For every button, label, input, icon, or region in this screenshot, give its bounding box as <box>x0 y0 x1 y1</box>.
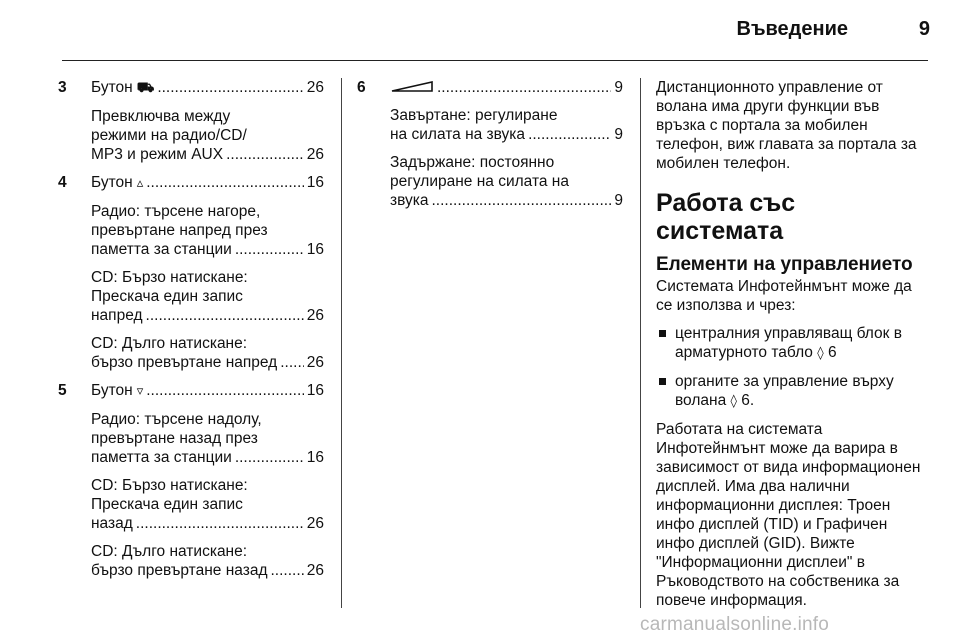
description-line: Радио: търсене надолу, <box>91 411 262 428</box>
description-text: напред <box>91 307 143 324</box>
leader-dots <box>146 306 304 325</box>
leader-dots <box>235 240 304 259</box>
leader-dots <box>146 381 304 400</box>
paragraph-title: Работата на системата <box>656 421 823 438</box>
description-text: звука <box>390 192 429 209</box>
description-last-line <box>91 145 324 164</box>
page-ref: 6 <box>827 344 837 361</box>
watermark[interactable]: carmanualsonline.info <box>640 614 830 635</box>
page-ref: 16 <box>306 174 324 191</box>
leader-dots <box>280 353 304 372</box>
seek-down-icon: ▿ <box>136 384 144 399</box>
entry-label <box>91 381 143 401</box>
entry-description <box>91 268 324 325</box>
entry-number: 6 <box>357 79 366 96</box>
leader-dots <box>136 514 304 533</box>
page-ref: 26 <box>306 307 324 324</box>
page-ref: 16 <box>306 449 324 466</box>
page-ref: 26 <box>306 79 324 96</box>
bullet-text: органите за управление върху волана <box>675 373 894 409</box>
column-divider-2 <box>640 78 641 608</box>
entry-heading <box>91 78 324 98</box>
paragraph-body: Инфотейнмънт може да варира в зависимост от вида информационен дисплей. Има два налични информационни дисплея: Троен инфо дисплей (TID) и Графичен инфо дисплей (GID). Вижте "Информационни дисплеи" в Ръководството на собственика за повече информация. <box>656 440 921 609</box>
description-text: паметта за станции <box>91 241 232 258</box>
description-last-line <box>91 353 324 372</box>
description-last-line <box>390 191 623 210</box>
description-last-line <box>91 561 324 580</box>
entry-label-text: Бутон <box>91 382 133 399</box>
entry-description <box>390 153 623 210</box>
description-line: Завъртане: регулиране <box>390 107 558 124</box>
entry-label <box>91 78 154 98</box>
description-line: регулиране на силата на <box>390 173 569 190</box>
description-text: паметта за станции <box>91 449 232 466</box>
entry-label-text: Бутон <box>91 79 133 96</box>
entry-heading <box>390 78 623 97</box>
intro-paragraph: Дистанционното управление от волана има други функции във връзка с портала за мобилен телефон, виж главата за портала за мобилен телефон. <box>656 79 917 172</box>
description-line: CD: Дълго натискане: <box>91 335 248 352</box>
description-line: режими на радио/CD/ <box>91 127 247 144</box>
page-ref: 6. <box>741 392 755 409</box>
seek-up-icon: ▵ <box>136 176 144 191</box>
bullet-item <box>656 324 922 363</box>
page-ref: 26 <box>306 562 324 579</box>
index-entry-4 <box>58 173 324 372</box>
description-last-line <box>91 306 324 325</box>
page-ref: 9 <box>614 79 623 96</box>
index-entry-5 <box>58 381 324 580</box>
page-ref: 16 <box>306 241 324 258</box>
bullet-text: централния управляващ блок в арматурното табло <box>675 325 902 361</box>
entry-description <box>91 410 324 467</box>
description-line: Радио: търсене нагоре, <box>91 203 261 220</box>
entry-heading <box>91 173 324 193</box>
description-text: назад <box>91 515 133 532</box>
page-ref: 26 <box>306 146 324 163</box>
entry-description <box>91 476 324 533</box>
description-line: Прескача един запис <box>91 288 243 305</box>
description-last-line <box>390 125 623 144</box>
page-ref: 26 <box>306 515 324 532</box>
body-paragraph <box>656 420 922 610</box>
entry-number: 3 <box>58 79 67 96</box>
entry-heading <box>91 381 324 401</box>
description-line: Прескача един запис <box>91 496 243 513</box>
entry-description <box>91 202 324 259</box>
section-title: Работа със системата <box>656 189 796 245</box>
subsection-intro: Системата Инфотейнмънт може да се използва и чрез: <box>656 278 912 314</box>
column-2 <box>357 78 623 210</box>
description-line: превъртане напред през <box>91 222 268 239</box>
leader-dots <box>432 191 612 210</box>
page-ref: 9 <box>614 192 623 209</box>
page-number: 9 <box>918 18 930 40</box>
description-last-line <box>91 514 324 533</box>
car-phone-icon: ⛟ <box>136 80 155 96</box>
description-line: CD: Дълго натискане: <box>91 543 248 560</box>
entry-description <box>91 334 324 372</box>
column-3 <box>656 78 922 610</box>
description-last-line <box>91 448 324 467</box>
page-ref: 9 <box>614 126 623 143</box>
column-divider-1 <box>341 78 342 608</box>
description-line: CD: Бързо натискане: <box>91 269 248 286</box>
header-divider <box>62 60 928 61</box>
page-ref-icon: ◊ <box>730 394 737 409</box>
index-entry-3 <box>58 78 324 164</box>
leader-dots <box>157 78 303 97</box>
leader-dots <box>437 78 611 97</box>
page-ref: 16 <box>306 382 324 399</box>
entry-description <box>390 106 623 144</box>
description-text: на силата на звука <box>390 126 526 143</box>
description-text: бързо превъртане назад <box>91 562 268 579</box>
leader-dots <box>271 561 304 580</box>
description-text: бързо превъртане напред <box>91 354 278 371</box>
entry-label-text: Бутон <box>91 174 133 191</box>
subsection-title: Елементи на управлението <box>656 254 913 275</box>
entry-number: 5 <box>58 382 67 399</box>
description-line: Превключва между <box>91 108 231 125</box>
description-line: Задържане: постоянно <box>390 154 555 171</box>
entry-description <box>91 542 324 580</box>
entry-label <box>91 173 143 193</box>
leader-dots <box>226 145 304 164</box>
description-last-line <box>91 240 324 259</box>
page-ref-icon: ◊ <box>817 346 824 361</box>
page-ref: 26 <box>306 354 324 371</box>
column-1 <box>58 78 324 580</box>
leader-dots <box>146 173 304 192</box>
description-line: превъртане назад през <box>91 430 258 447</box>
page-title: Въведение <box>736 18 848 40</box>
volume-icon <box>390 78 434 97</box>
entry-description <box>91 107 324 164</box>
entry-number: 4 <box>58 174 67 191</box>
description-text: MP3 и режим AUX <box>91 146 224 163</box>
bullet-item <box>656 372 922 411</box>
leader-dots <box>235 448 304 467</box>
leader-dots <box>528 125 611 144</box>
description-line: CD: Бързо натискане: <box>91 477 248 494</box>
index-entry-6 <box>357 78 623 210</box>
